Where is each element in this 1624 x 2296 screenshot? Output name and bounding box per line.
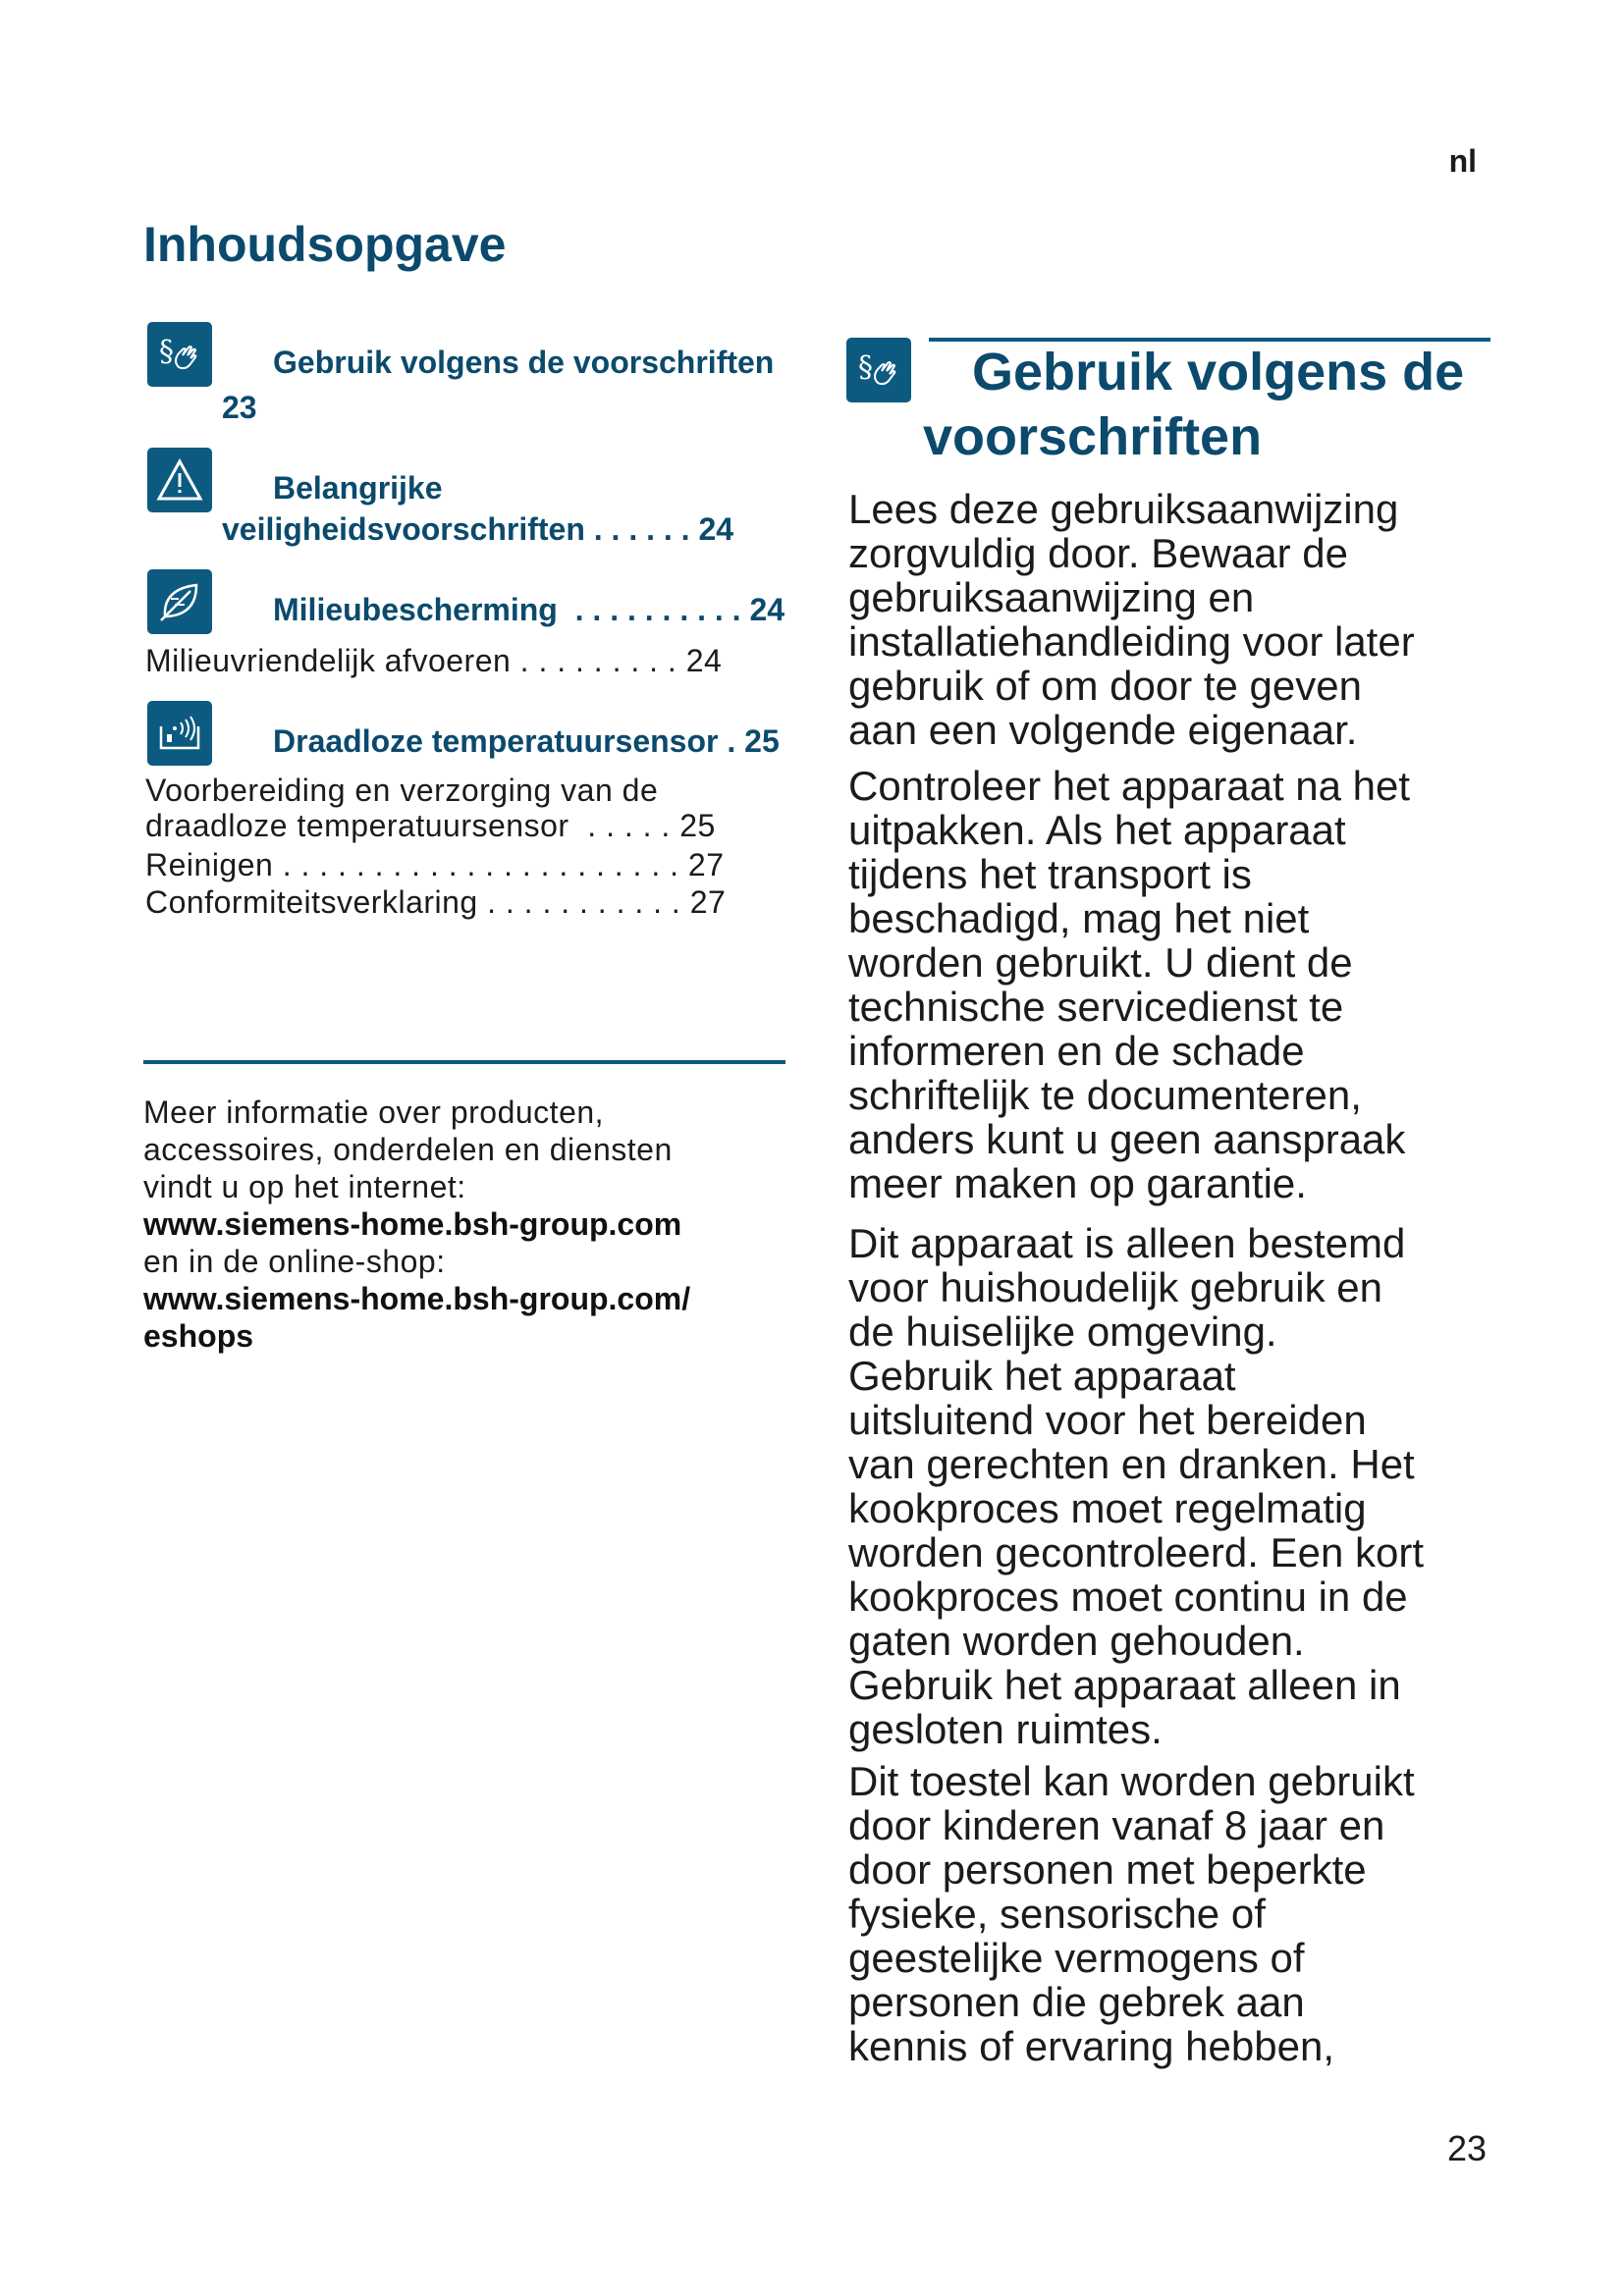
text-line: worden gecontroleerd. Een kort [848,1529,1425,1575]
text-line: voor huishoudelijk gebruik en [848,1264,1383,1310]
paragraph [848,1221,1506,1751]
text-line: informeren en de schade [848,1028,1305,1074]
toc-entry-environment[interactable]: Milieubescherming . . . . . . . . . . 24 [273,592,785,627]
page-number: 23 [1447,2128,1488,2168]
language-label: nl [1448,143,1477,179]
text-line: technische servicedienst te [848,984,1344,1030]
text-line: gebruiksaanwijzing en [848,574,1255,620]
toc-entry-safety-line1[interactable]: Belangrijke [273,470,443,506]
text-line: door kinderen vanaf 8 jaar en [848,1802,1385,1848]
text-line: gaten worden gehouden. [848,1618,1305,1664]
info-line: Meer informatie over producten, [143,1095,605,1130]
text-line: installatiehandleiding voor later [848,618,1415,665]
info-block [143,1094,791,1355]
paragraph [848,1759,1506,2068]
info-line: vindt u op het internet: [143,1169,466,1204]
toc-entry-usage-page: 23 [222,390,257,425]
section-title-line2: voorschriften [923,407,1263,466]
eshop-link-line1[interactable]: www.siemens-home.bsh-group.com/ [143,1281,691,1316]
text-line: anders kunt u geen aanspraak [848,1116,1406,1162]
text-line: uitpakken. Als het apparaat [848,807,1346,853]
text-line: door personen met beperkte [848,1846,1367,1893]
text-line: tijdens het transport is [848,851,1252,897]
warning-triangle-icon [147,448,212,512]
paragraph [848,487,1506,752]
website-link[interactable]: www.siemens-home.bsh-group.com [143,1206,682,1242]
section-title-line1: Gebruik volgens de [972,343,1465,401]
text-line: worden gebruikt. U dient de [848,939,1353,986]
divider [143,1060,785,1064]
text-line: Dit apparaat is alleen bestemd [848,1220,1406,1266]
info-line: en in de online-shop: [143,1244,446,1279]
regulation-hand-icon [147,322,212,387]
eshop-link-line2[interactable]: eshops [143,1318,254,1354]
toc-sub-conformity[interactable]: Conformiteitsverklaring . . . . . . . . . . . 27 [145,884,727,920]
text-line: gesloten ruimtes. [848,1706,1163,1752]
text-line: van gerechten en dranken. Het [848,1441,1415,1487]
toc-sub-cleaning[interactable]: Reinigen . . . . . . . . . . . . . . . . . . . . . . 27 [145,847,725,882]
toc-entry-usage[interactable]: Gebruik volgens de voorschriften [273,345,775,380]
text-line: Gebruik het apparaat [848,1353,1236,1399]
text-line: kookproces moet regelmatig [848,1485,1367,1531]
text-line: schriftelijk te documenteren, [848,1072,1362,1118]
text-line: de huiselijke omgeving. [848,1308,1277,1355]
svg-text:§: § [159,335,174,369]
text-line: uitsluitend voor het bereiden [848,1397,1367,1443]
text-line: Gebruik het apparaat alleen in [848,1662,1401,1708]
text-line: Dit toestel kan worden gebruikt [848,1758,1415,1804]
regulation-hand-icon [846,338,911,402]
text-line: personen die gebrek aan [848,1979,1305,2025]
toc-entry-safety-line2[interactable]: veiligheidsvoorschriften . . . . . . 24 [222,511,734,547]
toc-entry-sensor[interactable]: Draadloze temperatuursensor . 25 [273,723,780,759]
text-line: gebruik of om door te geven [848,663,1362,709]
text-line: fysieke, sensorische of [848,1891,1266,1937]
paragraph [848,764,1506,1205]
leaf-icon [147,569,212,634]
text-line: geestelijke vermogens of [848,1935,1305,1981]
toc-title: Inhoudsopgave [143,217,507,272]
svg-text:§: § [858,350,873,385]
text-line: meer maken op garantie. [848,1160,1307,1206]
toc-sub-preparation-line2[interactable]: draadloze temperatuursensor . . . . . 25 [145,808,716,843]
text-line: kookproces moet continu in de [848,1574,1408,1620]
text-line: aan een volgende eigenaar. [848,707,1358,753]
text-line: Lees deze gebruiksaanwijzing [848,486,1399,532]
text-line: beschadigd, mag het niet [848,895,1310,941]
toc-sub-preparation-line1[interactable]: Voorbereiding en verzorging van de [145,773,659,808]
info-line: accessoires, onderdelen en diensten [143,1132,673,1167]
text-line: kennis of ervaring hebben, [848,2023,1334,2069]
toc-sub-disposal[interactable]: Milieuvriendelijk afvoeren . . . . . . . . . 24 [145,643,723,678]
wireless-sensor-icon [147,701,212,766]
text-line: Controleer het apparaat na het [848,763,1411,809]
text-line: zorgvuldig door. Bewaar de [848,530,1348,576]
